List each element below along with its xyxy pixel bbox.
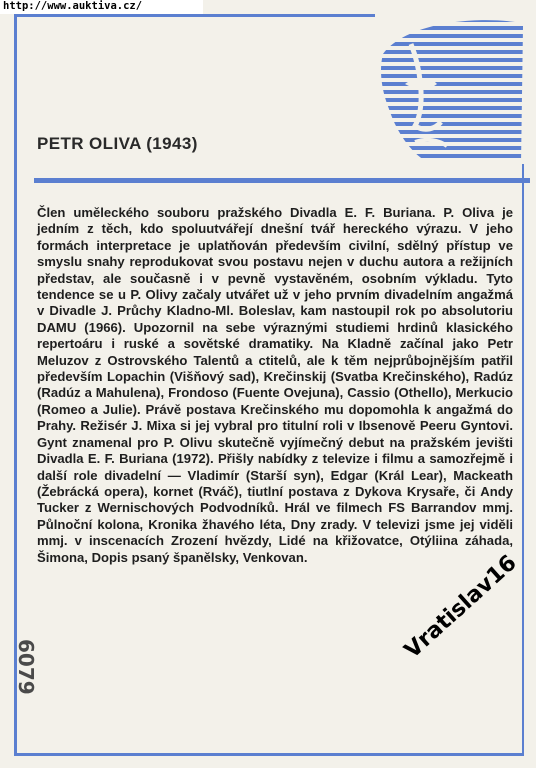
page-title: PETR OLIVA (1943) <box>37 134 198 153</box>
archive-number: 6079 <box>14 639 38 695</box>
title-divider <box>34 178 530 183</box>
biography-text: Člen uměleckého souboru pražského Divadla E. F. Buriana. P. Oliva je jedním z těch, kdo spoluutvářejí dnešní tvář hereckého výrazu. V jeho formách interpretace je uplatňován především civilní, sdělný přístup ve smyslu snahy reprodukovat svou postavu nejen v duchu autora a režijních představ, ale současně i v pevně vystavěném, osobním výkladu. Tyto tendence se u P. Olivy začaly utvářet už v jeho prvním divadelním angažmá v Divadle J. Průchy Kladno-Ml. Boleslav, kam nastoupil rok po absolutoriu DAMU (1966). Upozornil na sebe výraznými studiemi hrdinů klasického repertoáru i ruské a sovětské dramatiky. Na Kladně začínal jako Petr Meluzov z Ostrovského Talentů a ctitelů, ale k těm nejprůbojnějším patřil především Lopachin (Višňový sad), Krečinskij (Svatba Krečinského), Radúz (Radúz a Mahulena), Frondoso (Fuente Ovejuna), Cassio (Othello), Merkucio (Romeo a Julie). Právě postava Krečinského mu dopomohla k angažmá do Prahy. Režisér J. Mixa si jej vybral pro titulní roli v Ibsenově Peeru Gyntovi. Gynt znamenal pro P. Olivu skutečně vyjímečný debut na pražském jevišti Divadla E. F. Buriana (1972). Přišly nabídky z televize i filmu a samozřejmě i další role divadelní — Vladimír (Starší syn), Edgar (Král Lear), Mackeath (Žebrácká opera), kornet (Rváč), tiutlní postava z Dykova Krysaře, či Andy Tucker z Wernischových Podvodníků. Hrál ve filmech FS Barrandov mmj. Půlnoční kolona, Kronika žhavého léta, Dny zrady. V televizi jsme jej viděli mmj. v inscenacích Zrození hvězdy, Lidé na křižovatce, Otýliina záhada, Šimona, Dopis psaný španělsky, Venkovan. <box>37 205 513 565</box>
watermark-url: http://www.auktiva.cz/ <box>0 0 203 14</box>
watermark-signature: Vratislav16 <box>400 550 522 664</box>
theatre-mask-icon <box>375 14 526 164</box>
